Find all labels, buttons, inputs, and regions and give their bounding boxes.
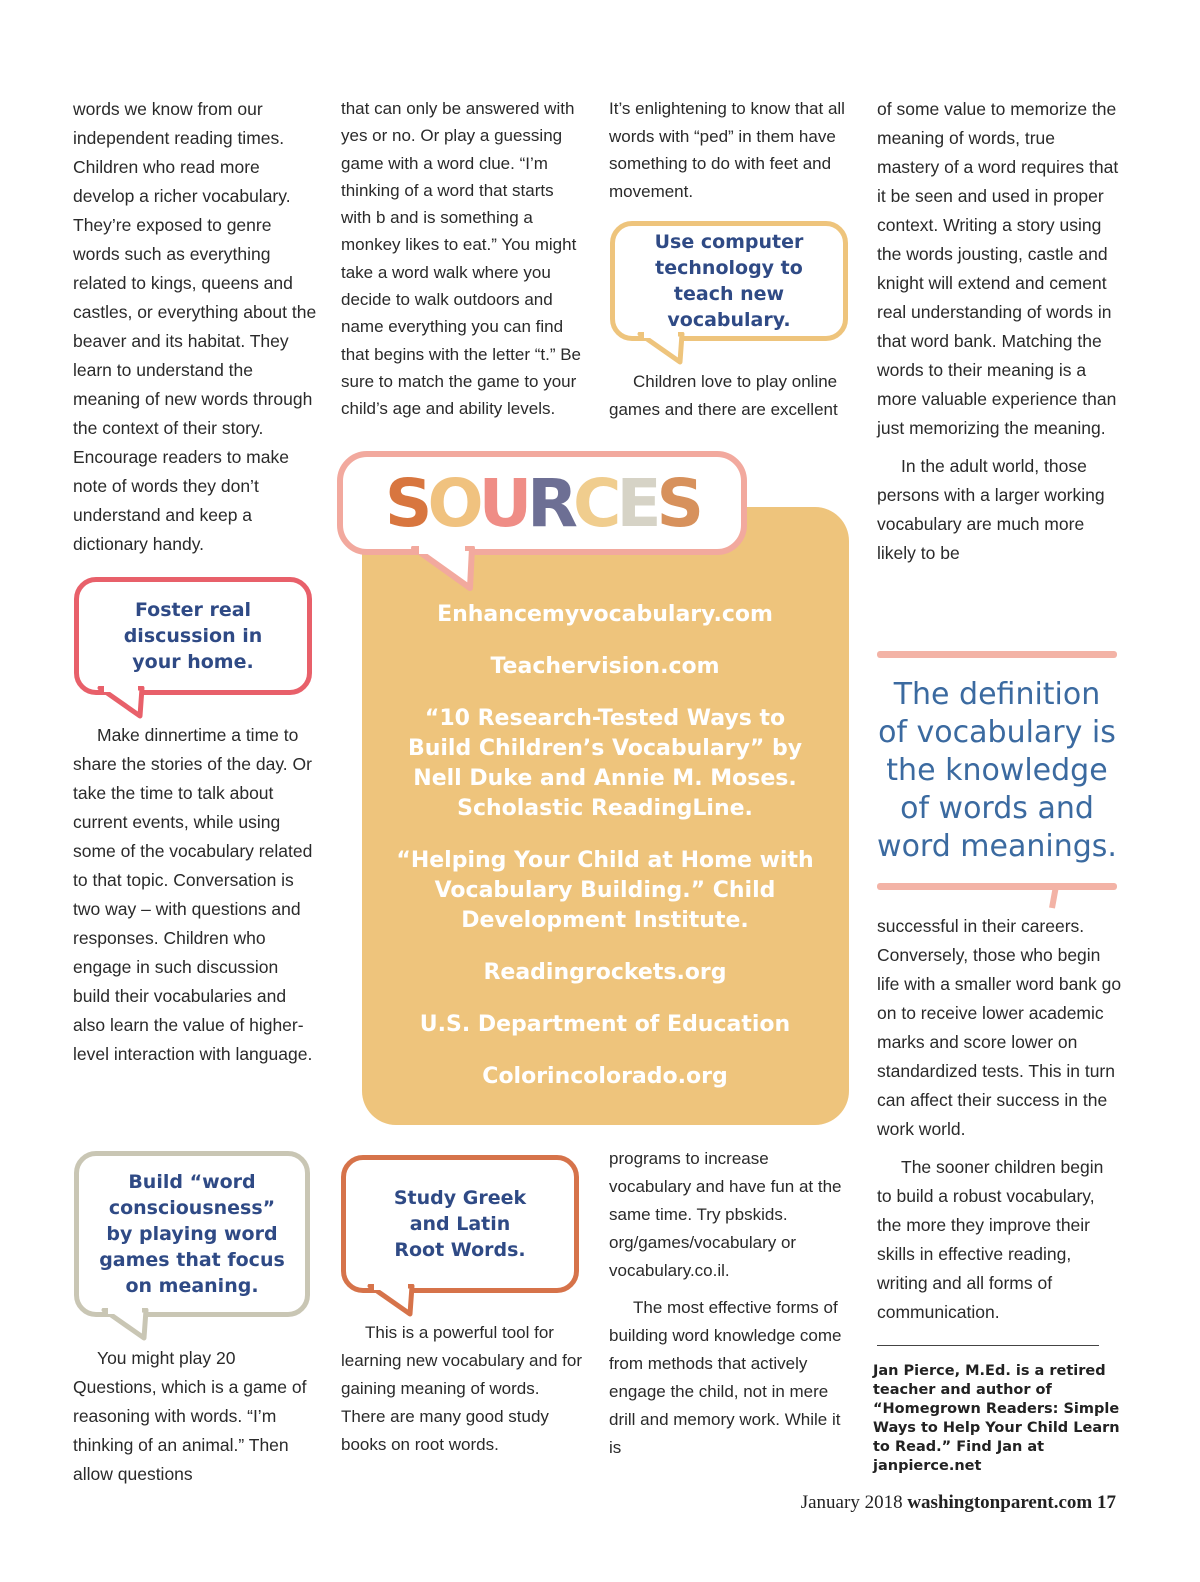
callout-greek xyxy=(341,1155,579,1293)
pull-quote-rule-bottom xyxy=(877,883,1117,890)
body-text: The most effective forms of building word knowledge come from methods that actively engage the child, not in mere drill and memory work. While it is xyxy=(609,1298,842,1457)
body-text: programs to increase vocabulary and have fun at the same time. Try pbskids. org/games/vocabulary or vocabulary.co.il. xyxy=(609,1149,842,1280)
column-1-bottom xyxy=(73,1344,318,1489)
sources-title-bubble xyxy=(337,451,747,555)
callout-text: Study Greek and Latin Root Words. xyxy=(393,1187,527,1261)
bio-divider xyxy=(877,1345,1099,1346)
source-item: Enhancemyvocabulary.com xyxy=(437,602,773,627)
column-2-top xyxy=(341,95,586,423)
source-item: “Helping Your Child at Home with Vocabulary Building.” Child Development Institute. xyxy=(396,848,814,933)
body-text: This is a powerful tool for learning new vocabulary and for gaining meaning of words. There are many good study books on root words. xyxy=(341,1323,582,1454)
footer-page-number: 17 xyxy=(1097,1492,1116,1513)
source-item: Colorincolorado.org xyxy=(482,1064,728,1089)
body-text: The sooner children begin to build a robust vocabulary, the more they improve their skills in effective reading, writing and all forms of communication. xyxy=(877,1157,1104,1322)
column-4-top xyxy=(877,95,1122,568)
footer-site: washingtonparent.com xyxy=(907,1492,1093,1513)
sources-title-letter: O xyxy=(427,465,479,542)
callout-text: Build “word consciousness” by playing word games that focus on meaning. xyxy=(99,1171,285,1297)
source-item: Readingrockets.org xyxy=(483,960,727,985)
sources-title-letter: E xyxy=(616,465,657,542)
callout-tail-icon xyxy=(96,686,156,720)
body-text: successful in their careers. Conversely, those who begin life with a smaller word bank go on to receive lower academic marks and score lower on standardized tests. This in turn can affect their success in the work world. xyxy=(877,916,1122,1139)
pull-quote-tail-icon xyxy=(1016,882,1066,912)
callout-text: Use computer technology to teach new vocabulary. xyxy=(654,231,804,331)
sources-title xyxy=(343,465,741,542)
column-2-bottom xyxy=(341,1319,586,1459)
body-text: words we know from our independent reading times. Children who read more develop a richer vocabulary. They’re exposed to genre words such as everything related to kings, queens and castles, or everything about the beaver and its habitat. They learn to understand the meaning of new words through the context of their story. Encourage readers to make note of words they don’t understand and keep a dictionary handy. xyxy=(73,99,317,554)
column-3-top xyxy=(609,95,854,205)
pull-quote-rule-top xyxy=(877,651,1117,658)
callout-computer xyxy=(610,221,848,341)
column-1-mid xyxy=(73,721,318,1069)
callout-tail-icon xyxy=(100,1308,160,1342)
body-text: of some value to memorize the meaning of words, true mastery of a word requires that it be seen and used in proper context. Writing a story using the words jousting, castle and knight will extend and cement real understanding of words in that word bank. Matching the words to their meaning is a more valuable experience than just memorizing the meaning. xyxy=(877,99,1119,438)
callout-foster xyxy=(74,577,312,695)
body-text: Make dinnertime a time to share the stories of the day. Or take the time to talk about current events, while using some of the vocabulary related to that topic. Conversation is two way – with questions and responses. Children who engage in such discussion build their vocabularies and also learn the value of higher-level interaction with language. xyxy=(73,725,313,1064)
body-text: that can only be answered with yes or no. Or play a guessing game with a word clue. “I’m thinking of a word that starts with b and is something a monkey likes to eat.” You might take a word walk where you decide to walk outdoors and name everything you can find that begins with the letter “t.” Be sure to match the game to your child’s age and ability levels. xyxy=(341,99,582,419)
sources-title-letter: S xyxy=(384,465,428,542)
sources-tail-icon xyxy=(410,546,480,594)
callout-tail-icon xyxy=(366,1284,426,1318)
callout-build xyxy=(74,1151,310,1317)
sources-list xyxy=(390,600,820,1114)
sources-title-letter: R xyxy=(527,465,573,542)
source-item: “10 Research-Tested Ways to Build Children’s Vocabulary” by Nell Duke and Annie M. Moses. Scholastic ReadingLine. xyxy=(407,706,803,821)
callout-tail-icon xyxy=(636,332,696,366)
column-3-mid xyxy=(609,368,854,424)
source-item: U.S. Department of Education xyxy=(419,1012,791,1037)
column-3-bottom xyxy=(609,1145,854,1462)
page-footer xyxy=(801,1492,1116,1514)
column-4-bottom xyxy=(877,912,1122,1327)
body-text: In the adult world, those persons with a larger working vocabulary are much more likely to be xyxy=(877,456,1105,563)
column-1-top xyxy=(73,95,318,559)
sources-title-letter: U xyxy=(478,465,528,542)
footer-date: January 2018 xyxy=(800,1492,903,1513)
body-text: Children love to play online games and there are excellent xyxy=(609,372,838,419)
source-item: Teachervision.com xyxy=(490,654,720,679)
sources-title-letter: C xyxy=(573,465,617,542)
author-bio: Jan Pierce, M.Ed. is a retired teacher and author of “Homegrown Readers: Simple Ways to Help Your Child Learn to Read.” Find Jan at janpierce.net xyxy=(873,1363,1120,1474)
body-text: You might play 20 Questions, which is a game of reasoning with words. “I’m thinking of an animal.” Then allow questions xyxy=(73,1348,307,1484)
callout-text: Foster real discussion in your home. xyxy=(123,599,263,673)
body-text: It’s enlightening to know that all words with “ped” in them have something to do with feet and movement. xyxy=(609,99,845,201)
sources-title-letter: S xyxy=(656,465,700,542)
pull-quote: The definition of vocabulary is the knowledge of words and word meanings. xyxy=(877,677,1117,864)
